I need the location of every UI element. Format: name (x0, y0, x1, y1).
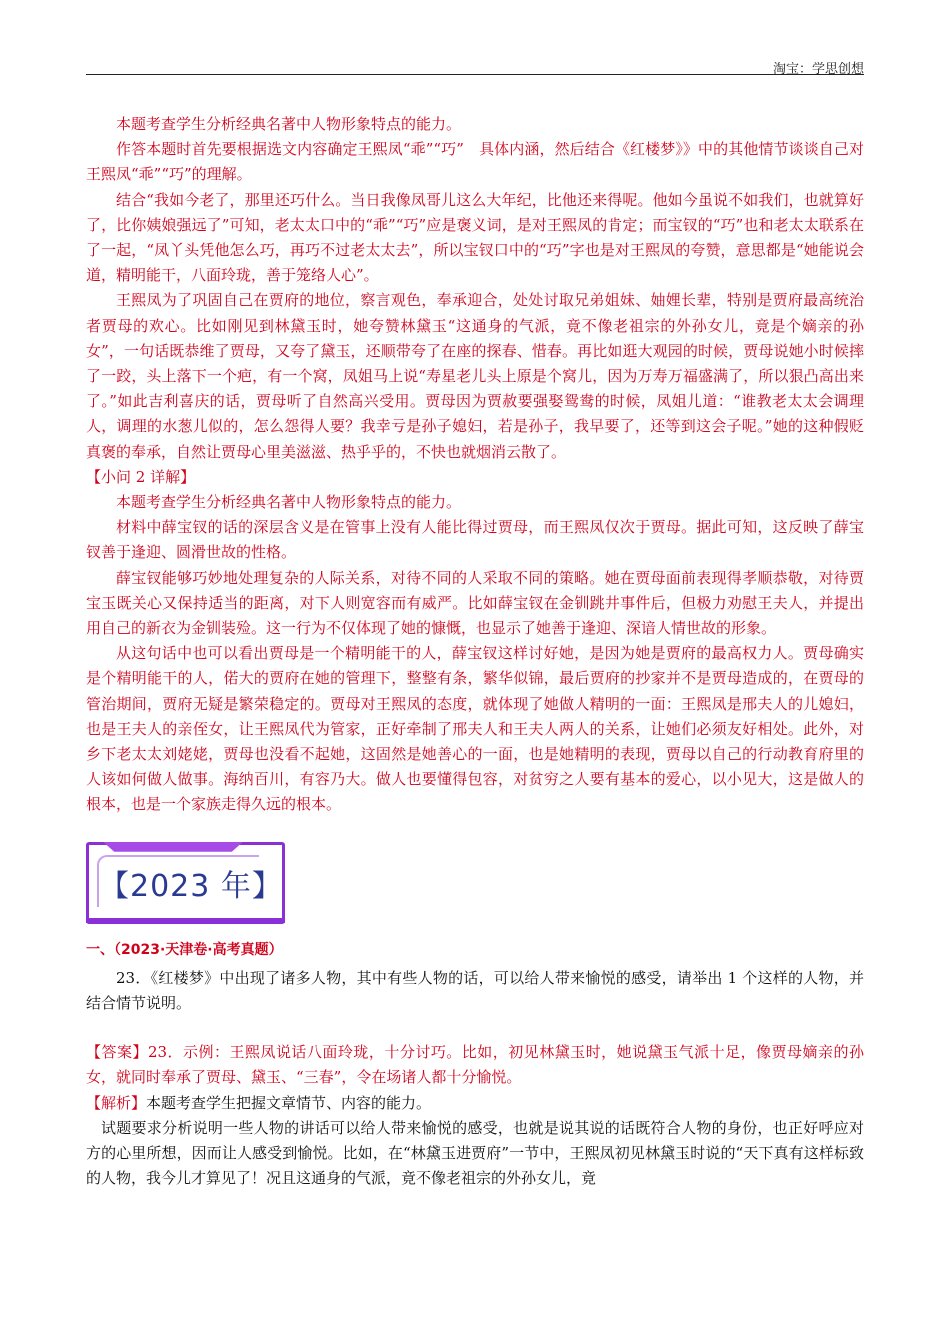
paragraph: 材料中薛宝钗的话的深层含义是在管事上没有人能比得过贾母，而王熙凤仅次于贾母。据此可知，这反映了薛宝钗善于逢迎、圆滑世故的性格。 (86, 518, 864, 562)
year-badge-tab (103, 842, 243, 852)
header-text: 淘宝：学思创想 (772, 62, 864, 77)
paragraph: 王熙凤为了巩固自己在贾府的地位，察言观色，奉承迎合，处处讨取兄弟姐妹、妯娌长辈，特别是贾府最高统治者贾母的欢心。比如刚见到林黛玉时，她夸赞林黛玉“这通身的气派，竟不像老祖宗的外孙女儿，竟是个嫡亲的孙女”，一句话既恭维了贾母，又夸了黛玉，还顺带夸了在座的探春、惜春。再比如逛大观园的时候，贾母说她小时候摔了一跤，头上落下一个疤，有一个窝，凤姐马上说“寿星老儿头上原是个窝儿，因为万寿万福盛满了，所以狠凸高出来了。”如此吉利喜庆的话，贾母听了自然高兴受用。贾母因为贾赦要强娶鸳鸯的时候，凤姐儿道：“谁教老太太会调理人，调理的水葱儿似的，怎么怨得人要？我幸亏是孙子媳妇，若是孙子，我早要了，还等到这会子呢。”她的这种假贬真褒的奉承，自然让贾母心里美滋滋、热乎乎的，不快也就烟消云散了。 (86, 291, 864, 461)
analysis-paragraph (86, 1091, 864, 1116)
answer-paragraph (86, 1040, 864, 1090)
answer-label: 【答案】 (86, 1043, 148, 1062)
analysis-label: 【解析】 (86, 1093, 147, 1112)
sub-question-label: 【小问 2 详解】 (86, 467, 196, 486)
document-body (86, 112, 864, 1191)
year-badge-text: 【2023 年】 (99, 868, 283, 904)
paragraph: 结合“我如今老了，那里还巧什么。当日我像凤哥儿这么大年纪，比他还来得呢。他如今虽说不如我们，也就算好了，比你姨娘强远了”可知，老太太口中的“乖”“巧”应是褒义词，是对王熙凤的肯定；而宝钗的“巧”也和老太太联系在了一起，“凤丫头凭他怎么巧，再巧不过老太太去”，所以宝钗口中的“巧”字也是对王熙凤的夸赞，意思都是“她能说会道，精明能干，八面玲珑，善于笼络人心”。 (86, 190, 864, 285)
section-title: 一、（2023·天津卷·高考真题） (86, 941, 283, 958)
paragraph: 从这句话中也可以看出贾母是一个精明能干的人，薛宝钗这样讨好她，是因为她是贾府的最高权力人。贾母确实是个精明能干的人，偌大的贾府在她的管理下，整整有条，繁华似锦，最后贾府的抄家并不是贾母造成的，在贾母的管治期间，贾府无疑是繁荣稳定的。贾母对王熙凤的态度，就体现了她做人精明的一面：王熙凤是邢夫人的儿媳妇，也是王夫人的亲侄女，让王熙凤代为管家，正好牵制了邢夫人和王夫人两人的关系，让她们必须友好相处。此外，对乡下老太太刘姥姥，贾母也没看不起她，这固然是她善心的一面，也是她精明的表现，贾母以自己的行动教育府里的人该如何做人做事。海纳百川，有容乃大。做人也要懂得包容，对贫穷之人要有基本的爱心，以小见大，这是做人的根本，也是一个家族走得久远的根本。 (86, 644, 864, 814)
paragraph: 作答本题时首先要根据选文内容确定王熙凤“乖”“巧” 具体内涵，然后结合《红楼梦》》中的其他情节谈谈自己对王熙凤“乖”“巧”的理解。 (86, 140, 864, 184)
paragraph: 本题考查学生分析经典名著中人物形象特点的能力。 (116, 493, 462, 512)
analysis-body: 试题要求分析说明一些人物的讲话可以给人带来愉悦的感受，也就是说其说的话既符合人物的身份，也正好呼应对方的心里所想，因而让人感受到愉悦。比如，在“林黛玉进贾府”一节中，王熙凤初见林黛玉时说的“天下真有这样标致的人物，我今儿才算见了！况且这通身的气派，竟不像老祖宗的外孙女儿，竟 (86, 1118, 864, 1188)
year-badge-frame (86, 842, 285, 924)
paragraph: 薛宝钗能够巧妙地处理复杂的人际关系，对待不同的人采取不同的策略。她在贾母面前表现得孝顺恭敬，对待贾宝玉既关心又保持适当的距离，对下人则宽容而有威严。比如薛宝钗在金钏跳井事件后，但极力劝慰王夫人，并提出用自己的新衣为金钏装殓。这一行为不仅体现了她的慷慨，也显示了她善于逢迎、深谙人情世故的形象。 (86, 568, 864, 638)
paragraph: 本题考查学生分析经典名著中人物形象特点的能力。 (116, 115, 462, 133)
year-badge (86, 842, 286, 934)
year-badge-underline (86, 918, 285, 923)
analysis-text: 本题考查学生把握文章情节、内容的能力。 (146, 1093, 432, 1112)
question-text: 23．《红楼梦》中出现了诸多人物，其中有些人物的话，可以给人带来愉悦的感受，请举出 1 个这样的人物，并结合情节说明。 (86, 968, 864, 1012)
answer-text: 23．示例：王熙凤说话八面玲珑，十分讨巧。比如，初见林黛玉时，她说黛玉气派十足，像贾母嫡亲的孙女，就同时奉承了贾母、黛玉、“三春”，令在场诸人都十分愉悦。 (86, 1043, 864, 1087)
header-rule (86, 74, 864, 75)
